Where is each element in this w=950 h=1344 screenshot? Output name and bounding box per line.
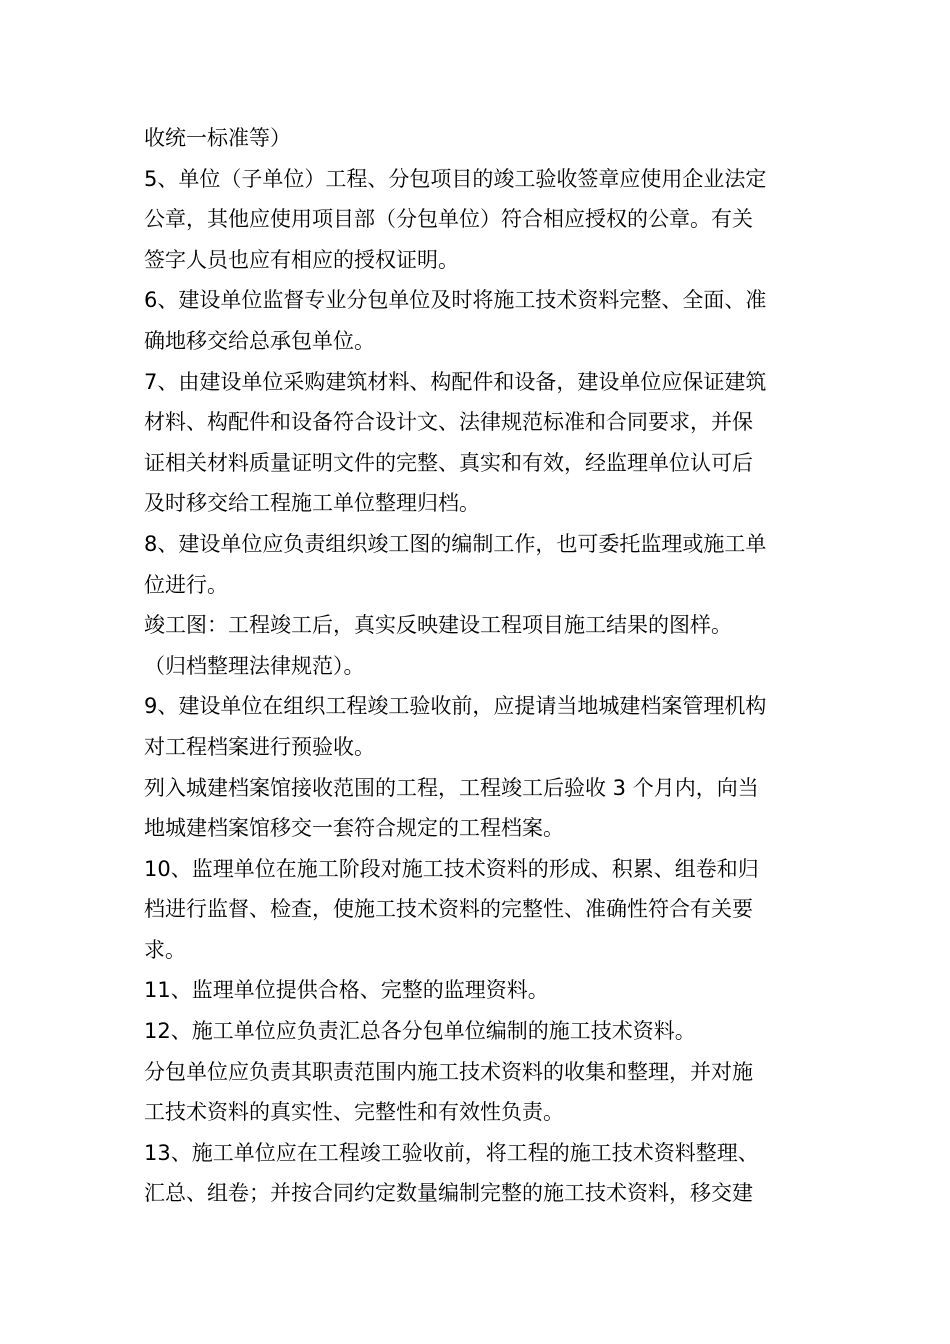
text-line: （归档整理法律规范）。 — [144, 653, 365, 678]
text-line: 竣工图：工程竣工后，真实反映建设工程项目施工结果的图样。 — [144, 613, 732, 638]
text-line: 材料、构配件和设备符合设计文、法律规范标准和合同要求，并保 — [144, 410, 753, 435]
text-line: 地城建档案馆移交一套符合规定的工程档案。 — [144, 816, 564, 841]
text-line: 档进行监督、检查，使施工技术资料的完整性、准确性符合有关要 — [144, 897, 753, 922]
text-line: 确地移交给总承包单位。 — [144, 328, 375, 353]
text-line: 及时移交给工程施工单位整理归档。 — [144, 491, 480, 516]
text-line: 列入城建档案馆接收范围的工程，工程竣工后验收 3 个月内，向当 — [144, 775, 759, 800]
text-line: 12、施工单位应负责汇总各分包单位编制的施工技术资料。 — [144, 1019, 696, 1044]
text-line: 5、单位（子单位）工程、分包项目的竣工验收签章应使用企业法定 — [144, 166, 767, 191]
text-line: 签字人员也应有相应的授权证明。 — [144, 247, 459, 272]
document-body — [144, 118, 816, 1214]
text-line: 位进行。 — [144, 572, 228, 597]
text-line: 7、由建设单位采购建筑材料、构配件和设备，建设单位应保证建筑 — [144, 369, 767, 394]
text-line: 11、监理单位提供合格、完整的监理资料。 — [144, 978, 549, 1003]
text-line: 工技术资料的真实性、完整性和有效性负责。 — [144, 1100, 564, 1125]
text-line: 9、建设单位在组织工程竣工验收前，应提请当地城建档案管理机构 — [144, 694, 767, 719]
text-line: 求。 — [144, 937, 186, 962]
text-line: 6、建设单位监督专业分包单位及时将施工技术资料完整、全面、准 — [144, 288, 767, 313]
text-line: 汇总、组卷；并按合同约定数量编制完整的施工技术资料，移交建 — [144, 1181, 753, 1206]
text-line: 公章，其他应使用项目部（分包单位）符合相应授权的公章。有关 — [144, 207, 753, 232]
text-line: 10、监理单位在施工阶段对施工技术资料的形成、积累、组卷和归 — [144, 856, 759, 881]
text-line: 分包单位应负责其职责范围内施工技术资料的收集和整理，并对施 — [144, 1059, 753, 1084]
text-line: 8、建设单位应负责组织竣工图的编制工作，也可委托监理或施工单 — [144, 531, 767, 556]
text-line: 对工程档案进行预验收。 — [144, 734, 375, 759]
text-line: 证相关材料质量证明文件的完整、真实和有效，经监理单位认可后 — [144, 450, 753, 475]
text-line: 收统一标准等） — [144, 126, 291, 150]
text-line: 13、施工单位应在工程竣工验收前，将工程的施工技术资料整理、 — [144, 1140, 759, 1165]
